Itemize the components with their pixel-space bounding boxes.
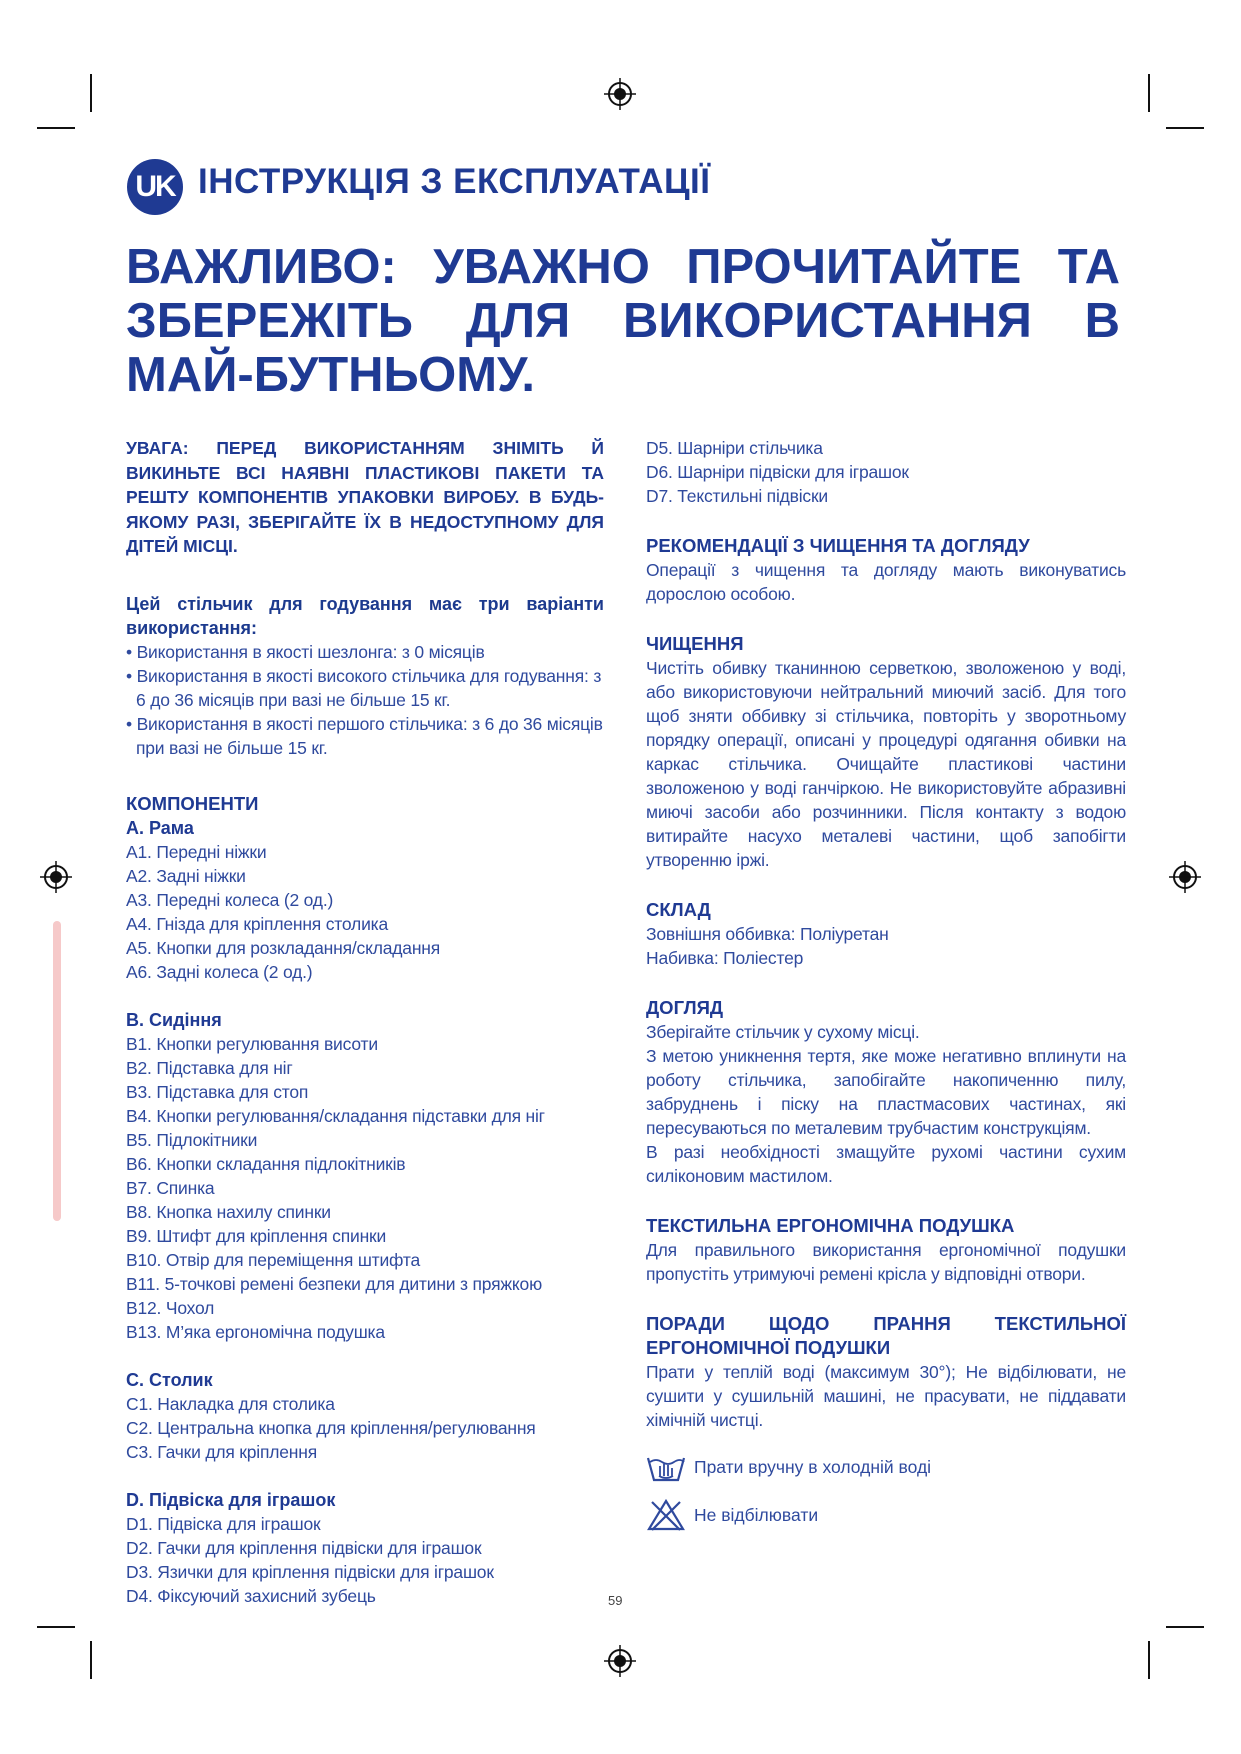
component-list-seat: [126, 1032, 604, 1344]
section-text: Операції з чищення та догляду мають виконуватись дорослою особою.: [646, 560, 1126, 604]
usage-item: • Використання в якості високого стільчика для годування: з 6 до 36 місяців при вазі не більше 15 кг.: [126, 665, 602, 710]
section-maintenance: [646, 996, 1126, 1188]
section-title: СКЛАД: [646, 899, 711, 920]
crop-mark: [1148, 74, 1150, 112]
care-instruction: [646, 1498, 1126, 1532]
registration-mark-icon: [604, 78, 636, 110]
component-item: A5. Кнопки для розкладання/складання: [126, 937, 441, 958]
group-title-seat: B. Сидіння: [126, 1009, 222, 1030]
left-column: [126, 436, 604, 1632]
registration-mark-icon: [40, 861, 72, 893]
crop-mark: [90, 74, 92, 112]
crop-mark: [37, 127, 75, 129]
component-item: B7. Спинка: [126, 1177, 215, 1198]
component-item: A3. Передні колеса (2 од.): [126, 889, 334, 910]
component-item: C3. Гачки для кріплення: [126, 1441, 318, 1462]
care-label: Прати вручну в холодній воді: [694, 1456, 932, 1477]
component-item: C1. Накладка для столика: [126, 1393, 335, 1414]
registration-mark-icon: [1169, 861, 1201, 893]
section-title: ТЕКСТИЛЬНА ЕРГОНОМІЧНА ПОДУШКА: [646, 1215, 1015, 1236]
component-item: B5. Підлокітники: [126, 1129, 258, 1150]
section-care-recommendations: [646, 534, 1126, 606]
crop-mark: [1166, 127, 1204, 129]
section-title: ПОРАДИ ЩОДО ПРАННЯ ТЕКСТИЛЬНОЇ ЕРГОНОМІЧНОЇ ПОДУШКИ: [646, 1313, 1126, 1358]
headline-word: ВАЖЛИВО:: [126, 240, 397, 294]
component-item: B9. Штифт для кріплення спинки: [126, 1225, 387, 1246]
component-item: D1. Підвіска для іграшок: [126, 1513, 321, 1534]
component-item: B3. Підставка для стоп: [126, 1081, 309, 1102]
component-item: D3. Язички для кріплення підвіски для іграшок: [126, 1561, 494, 1582]
component-item: B6. Кнопки складання підлокітників: [126, 1153, 406, 1174]
usage-item: • Використання в якості шезлонга: з 0 місяців: [126, 641, 485, 662]
section-title: РЕКОМЕНДАЦІЇ З ЧИЩЕННЯ ТА ДОГЛЯДУ: [646, 535, 1030, 556]
component-list-frame: [126, 840, 604, 984]
crop-mark: [1166, 1626, 1204, 1628]
headline-word: ПРОЧИТАЙТЕ: [686, 240, 1022, 294]
component-item: C2. Центральна кнопка для кріплення/регулювання: [126, 1417, 536, 1438]
section-ergonomic-cushion: [646, 1214, 1126, 1286]
component-item: A4. Гнізда для кріплення столика: [126, 913, 389, 934]
no-bleach-icon: [646, 1498, 686, 1532]
component-item: B1. Кнопки регулювання висоти: [126, 1033, 378, 1054]
component-item: B13. М’яка ергономічна подушка: [126, 1321, 385, 1342]
section-text: Чистіть обивку тканинною серветкою, зволоженою у воді, або використовуючи нейтральний миючий засіб. Для того щоб зняти оббивку зі стільчика, повторіть у зворотньому порядку операції, описані у процедурі одягання обивки на каркас стільчика. Очищайте пластикові частини зволоженою у воді ганчіркою. Не використовуйте абразивні миючі засоби або розчинники. Після контакту з водою витирайте насухо металеві частини, щоб запобігти утворенню іржі.: [646, 658, 1126, 870]
document-title: ІНСТРУКЦІЯ З ЕКСПЛУАТАЦІЇ: [198, 162, 711, 201]
crop-mark: [90, 1641, 92, 1679]
section-text: В разі необхідності змащуйте рухомі частини сухим силіконовим мастилом.: [646, 1142, 1126, 1186]
component-item: A1. Передні ніжки: [126, 841, 267, 862]
component-item: B2. Підставка для ніг: [126, 1057, 293, 1078]
important-headline: [126, 240, 1120, 402]
headline-word: ТА: [1057, 240, 1120, 294]
component-item: D2. Гачки для кріплення підвіски для іграшок: [126, 1537, 482, 1558]
section-composition: [646, 898, 1126, 970]
section-cleaning: [646, 632, 1126, 872]
language-badge: UK: [127, 159, 183, 215]
component-item: B8. Кнопка нахилу спинки: [126, 1201, 331, 1222]
usage-item: • Використання в якості першого стільчика: з 6 до 36 місяців при вазі не більше 15 кг.: [126, 713, 603, 758]
component-item: B4. Кнопки регулювання/складання підставки для ніг: [126, 1105, 545, 1126]
crop-mark: [1148, 1641, 1150, 1679]
section-title: ДОГЛЯД: [646, 997, 724, 1018]
headline-rest: ЗБЕРЕЖІТЬ ДЛЯ ВИКОРИСТАННЯ В МАЙ-БУТНЬОМУ.: [126, 294, 1120, 402]
section-text: Прати у теплій воді (максимум 30°); Не відбілювати, не сушити у сушильній машині, не прасувати, не піддавати хімічній чистці.: [646, 1362, 1126, 1430]
component-list-tray: [126, 1392, 604, 1464]
registration-mark-icon: [604, 1645, 636, 1677]
component-list-toy-bar-continued: [646, 436, 1126, 508]
group-title-toy-bar: D. Підвіска для іграшок: [126, 1489, 336, 1510]
section-text: Для правильного використання ергономічної подушки пропустіть утримуючі ремені крісла у відповідні отвори.: [646, 1240, 1126, 1284]
component-item: A6. Задні колеса (2 од.): [126, 961, 313, 982]
section-title: ЧИЩЕННЯ: [646, 633, 744, 654]
right-column: [646, 436, 1126, 1532]
page-edge-strip: [53, 921, 61, 1221]
usage-intro-title: Цей стільчик для годування має три варіанти використання:: [126, 593, 604, 638]
component-item: A2. Задні ніжки: [126, 865, 246, 886]
hand-wash-icon: [646, 1450, 686, 1484]
usage-list: [126, 640, 604, 760]
headline-word: УВАЖНО: [433, 240, 650, 294]
component-item: D6. Шарніри підвіски для іграшок: [646, 462, 909, 482]
component-item: B10. Отвір для переміщення штифта: [126, 1249, 421, 1270]
care-label: Не відбілювати: [694, 1504, 819, 1525]
page-number: 59: [608, 1593, 623, 1608]
component-item: D4. Фіксуючий захисний зубець: [126, 1585, 376, 1606]
care-instruction: [646, 1450, 1126, 1484]
components-title: КОМПОНЕНТИ: [126, 792, 259, 814]
group-title-frame: A. Рама: [126, 817, 194, 838]
component-item: B12. Чохол: [126, 1297, 215, 1318]
section-washing-tips: [646, 1312, 1126, 1432]
component-item: B11. 5-точкові ремені безпеки для дитини з пряжкою: [126, 1273, 543, 1294]
crop-mark: [37, 1626, 75, 1628]
section-text: Зберігайте стільчик у сухому місці.: [646, 1022, 920, 1042]
group-title-tray: C. Столик: [126, 1369, 213, 1390]
warning-text: УВАГА: ПЕРЕД ВИКОРИСТАННЯМ ЗНІМІТЬ Й ВИКИНЬТЕ ВСІ НАЯВНІ ПЛАСТИКОВІ ПАКЕТИ ТА РЕШТУ КОМПОНЕНТІВ УПАКОВКИ ВИРОБУ. В БУДЬ-ЯКОМУ РАЗІ, ЗБЕРІГАЙТЕ ЇХ В НЕДОСТУПНОМУ ДЛЯ ДІТЕЙ МІСЦІ.: [126, 438, 604, 556]
component-item: D7. Текстильні підвіски: [646, 486, 829, 506]
section-text: З метою уникнення тертя, яке може негативно вплинути на роботу стільчика, запобігайте накопиченню пилу, забруднень і піску на пластмасових частинах, які пересуваються по металевим трубчастим конструкціям.: [646, 1046, 1126, 1138]
section-text: Набивка: Поліестер: [646, 948, 804, 968]
section-text: Зовнішня оббивка: Поліуретан: [646, 924, 889, 944]
component-item: D5. Шарніри стільчика: [646, 438, 823, 458]
component-list-toy-bar: [126, 1512, 604, 1608]
